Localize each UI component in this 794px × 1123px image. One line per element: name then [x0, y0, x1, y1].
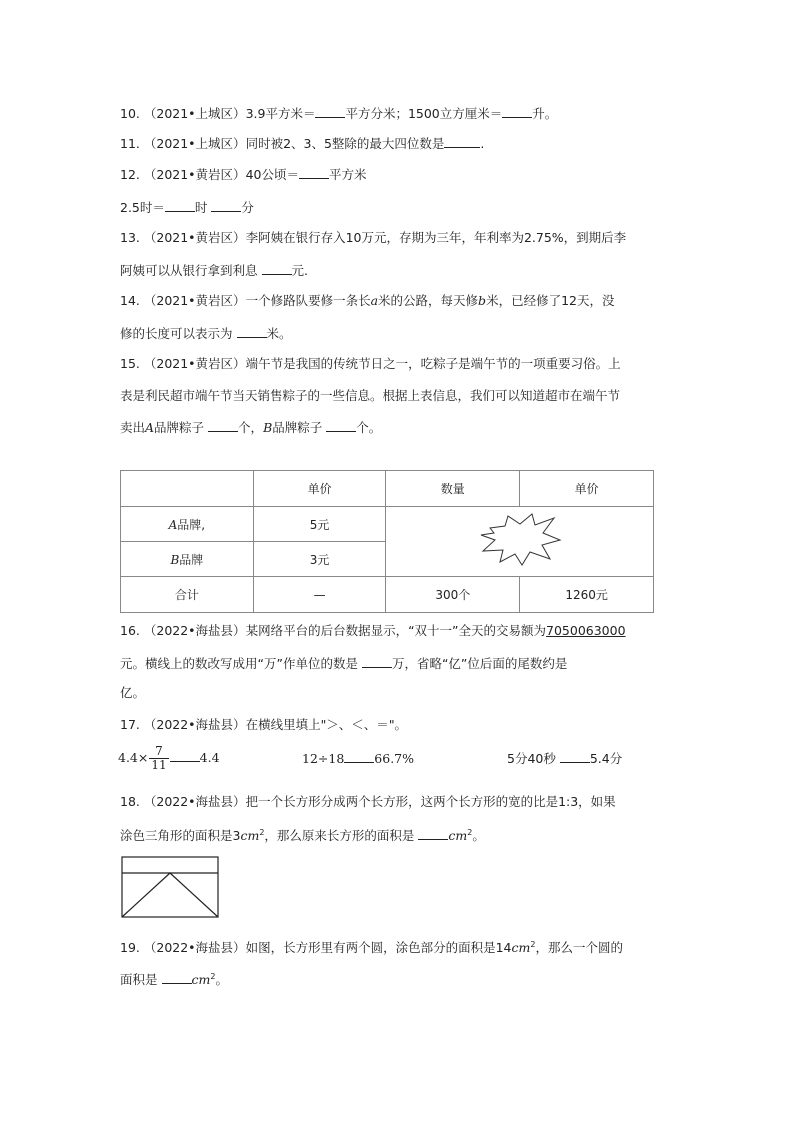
question-13-line-2: 阿姨可以从银行拿到利息 元. [120, 263, 308, 278]
ink-blot-cell [386, 507, 654, 577]
question-11: 11. （2021•上城区）同时被2、3、5整除的最大四位数是 . [120, 136, 485, 151]
question-16: 16. （2022•海盐县）某网络平台的后台数据显示，“双十一”全天的交易额为7050063000 [120, 623, 626, 638]
answer-blank[interactable] [560, 750, 590, 763]
rectangle-triangle-figure [121, 856, 219, 918]
question-12: 12. （2021•黄岩区）40公顷＝ 平方米 [120, 167, 367, 182]
question-16-line-2: 元。横线上的数改写成用“万”作单位的数是 万，省略“亿”位后面的尾数约是 [120, 656, 568, 671]
answer-blank[interactable] [299, 166, 329, 179]
answer-blank[interactable] [315, 105, 345, 118]
answer-blank[interactable] [418, 827, 448, 840]
question-19: 19. （2022•海盐县）如图，长方形里有两个圆，涂色部分的面积是$14cm^2$，那么一个圆的 [120, 940, 623, 956]
answer-blank[interactable] [211, 199, 241, 212]
question-13: 13. （2021•黄岩区）李阿姨在银行存入10万元，存期为三年，年利率为2.75%，到期后李 [120, 230, 627, 245]
question-15-line-2: 表是利民超市端午节当天销售粽子的一些信息。根据上表信息，我们可以知道超市在端午节 [120, 388, 621, 403]
answer-blank[interactable] [208, 419, 238, 432]
question-16-line-3: 亿。 [120, 685, 146, 700]
question-14: 14. （2021•黄岩区）一个修路队要修一条长a米的公路，每天修b米，已经修了12天，没 [120, 293, 615, 308]
question-12-part-2: 2.5时＝ 时 分 [120, 200, 254, 215]
sales-table [120, 470, 654, 613]
answer-blank[interactable] [237, 325, 267, 338]
answer-blank[interactable] [162, 971, 192, 984]
question-17: 17. （2022•海盐县）在横线里填上"＞、＜、＝"。 [120, 717, 408, 732]
answer-blank[interactable] [362, 655, 392, 668]
expression-1: 4.4× $\frac{7}{11}$ 4.4 [118, 744, 220, 772]
answer-blank[interactable] [502, 105, 532, 118]
ink-splash-icon [475, 511, 565, 569]
question-14-line-2: 修的长度可以表示为 米。 [120, 326, 292, 341]
question-15: 15. （2021•黄岩区）端午节是我国的传统节日之一，吃粽子是端午节的一项重要习俗。上 [120, 356, 621, 371]
question-18: 18. （2022•海盐县）把一个长方形分成两个长方形，这两个长方形的宽的比是1:3，如果 [120, 794, 616, 809]
answer-blank[interactable] [262, 262, 292, 275]
table-header-row: 单价 数量 单价 [121, 471, 654, 507]
question-10: 10. （2021•上城区）3.9平方米＝ 平方分米；1500立方厘米＝ 升。 [120, 106, 558, 121]
answer-blank[interactable] [170, 749, 200, 762]
question-19-line-2: 面积是 $cm^2$。 [120, 972, 228, 988]
table-row: A品牌, 5元 [121, 507, 654, 542]
question-18-line-2: 涂色三角形的面积是$3cm^2$，那么原来长方形的面积是 $cm^2$。 [120, 828, 485, 844]
expression-3: 5分40秒 5.4分 [507, 751, 623, 766]
question-15-line-3: 卖出A品牌粽子 个，B品牌粽子 个。 [120, 420, 382, 435]
expression-2: 12÷18 66.7% [302, 751, 415, 766]
answer-blank[interactable] [326, 419, 356, 432]
table-row: 合计 — 300个 1260元 [121, 577, 654, 613]
fraction: $\frac{7}{11}$ [151, 744, 167, 772]
table-row: B品牌 3元 [121, 542, 654, 577]
underlined-amount: 7050063000 [546, 623, 626, 638]
answer-blank[interactable] [165, 199, 195, 212]
answer-blank[interactable] [444, 135, 480, 148]
answer-blank[interactable] [344, 750, 374, 763]
